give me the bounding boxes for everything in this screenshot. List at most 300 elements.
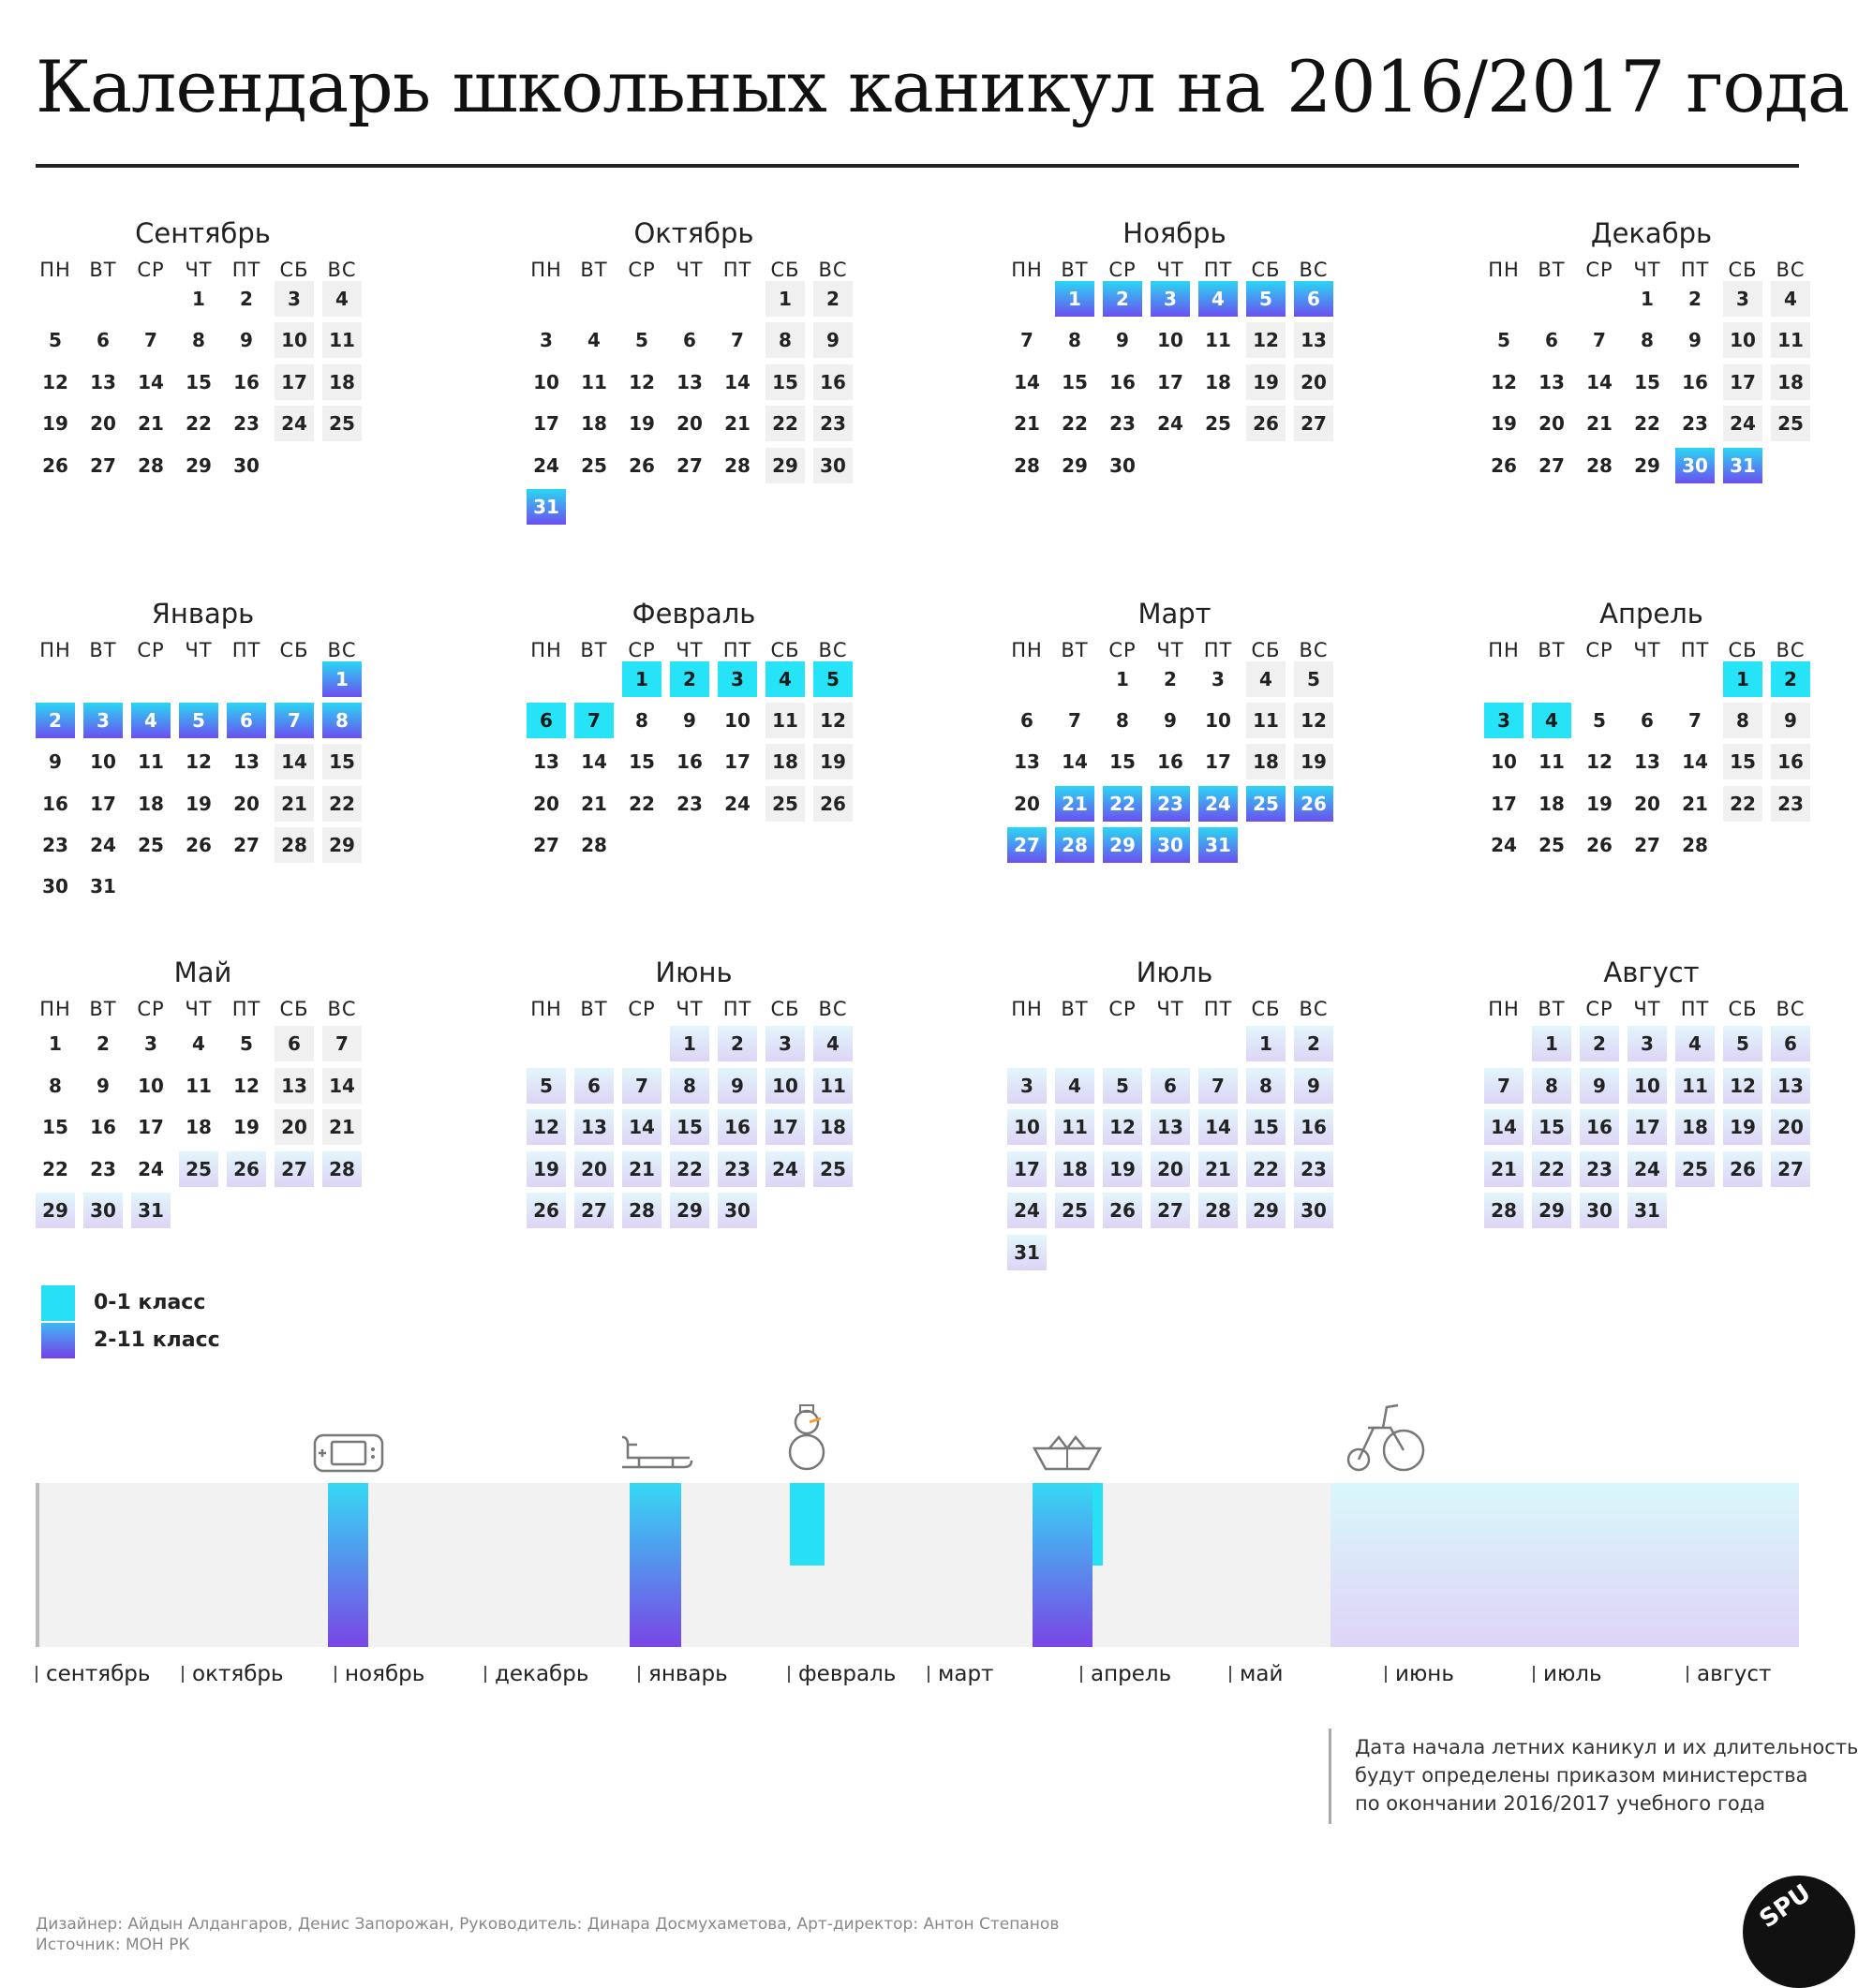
calendar-day: 27 [275,1151,314,1187]
calendar-day: 18 [1675,1109,1715,1145]
calendar-day: 2 [1164,668,1177,690]
calendar-day: 31 [1723,448,1762,483]
calendar-day: 18 [138,792,164,815]
month-name: Май [173,957,232,988]
legend-swatch-cyan [41,1285,75,1321]
weekday-header: СР [1108,259,1137,281]
calendar-day: 12 [1103,1109,1142,1145]
weekday-header: СР [1108,998,1137,1020]
timeline-label-10: июнь [1385,1662,1454,1686]
calendar-day: 24 [1628,1151,1667,1187]
calendar-day: 9 [683,709,696,733]
timeline-label-12: август [1687,1662,1771,1686]
calendar-day: 21 [1055,786,1094,822]
month-name: Ноябрь [1122,217,1226,249]
calendar-day: 29 [765,448,805,483]
calendar-day: 5 [1593,709,1606,733]
weekday-header: ПН [1488,998,1520,1020]
calendar-day: 12 [186,750,212,774]
weekday-header: ЧТ [1633,998,1661,1020]
calendar-day: 1 [49,1032,62,1055]
calendar-day: 21 [275,786,314,822]
calendar-day: 23 [1771,786,1810,822]
calendar-day: 24 [765,1151,805,1187]
calendar-day: 13 [574,1109,614,1145]
calendar-day: 27 [533,833,559,856]
month-2 [527,217,873,573]
calendar-day: 4 [1771,281,1810,317]
calendar-day: 21 [724,412,751,436]
calendar-day: 15 [42,1116,68,1139]
timeline-label-4: декабрь [484,1662,588,1686]
month-12 [1484,957,1831,1313]
weekday-header: ВТ [1061,259,1089,281]
weekday-header: ВС [1299,639,1329,661]
calendar-day: 24 [275,406,314,441]
calendar-day: 20 [1771,1109,1810,1145]
legend-label: 0-1 класс [94,1291,206,1314]
calendar-day: 14 [1682,750,1708,774]
calendar-day: 1 [1723,661,1762,697]
credits-authors: Дизайнер: Айдын Алдангаров, Денис Запорожан, Руководитель: Динара Досмухаметова, Арт-директор: Антон Степанов [36,1915,1060,1934]
calendar-day: 13 [533,750,559,774]
calendar-day: 10 [724,709,751,733]
calendar-day: 7 [275,703,314,738]
month-name: Июль [1136,957,1213,988]
calendar-day: 12 [1246,322,1286,358]
calendar-day: 8 [49,1074,62,1097]
calendar-day: 19 [1491,412,1517,436]
calendar-day: 22 [42,1157,68,1180]
calendar-day: 20 [275,1109,314,1145]
calendar-day: 27 [1538,453,1565,477]
calendar-day: 27 [233,833,260,856]
note-line: будут определены приказом министерства [1355,1764,1808,1787]
calendar-day: 11 [1205,329,1231,352]
calendar-day: 28 [322,1151,362,1187]
calendar-day: 18 [581,412,607,436]
calendar-day: 2 [1294,1026,1333,1061]
calendar-day: 28 [1198,1193,1238,1228]
calendar-day: 11 [138,750,164,774]
calendar-day: 8 [192,329,205,352]
calendar-day: 24 [1157,412,1183,436]
weekday-header: ПТ [1203,259,1233,281]
calendar-day: 2 [1688,288,1702,310]
calendar-day: 29 [1103,827,1142,863]
month-name: Февраль [632,598,756,630]
calendar-day: 17 [1007,1151,1047,1187]
calendar-day: 22 [670,1151,709,1187]
calendar-day: 13 [1294,322,1333,358]
calendar-day: 20 [533,792,559,815]
weekday-header: СБ [770,639,800,661]
calendar-day: 13 [90,370,116,393]
calendar-day: 30 [83,1193,123,1228]
calendar-day: 15 [1532,1109,1571,1145]
weekday-header: ВТ [580,259,608,281]
month-name: Апрель [1599,598,1703,630]
calendar-day: 21 [1014,412,1040,436]
timeline-label-11: июль [1533,1662,1602,1686]
calendar-day: 5 [1723,1026,1762,1061]
calendar-day: 23 [233,412,260,436]
calendar-day: 26 [1103,1193,1142,1228]
weekday-header: ВС [327,998,357,1020]
note-line: Дата начала летних каникул и их длительность [1355,1736,1858,1758]
calendar-day: 1 [322,661,362,697]
calendar-day: 25 [1675,1151,1715,1187]
weekday-header: ЧТ [1156,639,1184,661]
calendar-day: 28 [1055,827,1094,863]
timeline-label-9: май [1229,1662,1283,1686]
month-1 [36,217,382,573]
weekday-header: ВТ [1061,639,1089,661]
weekday-header: ПТ [231,259,261,281]
timeline-bar-autumn [328,1483,368,1647]
calendar-day: 27 [90,453,116,477]
paper-boat-icon [1033,1433,1102,1473]
weekday-header: ПТ [722,998,752,1020]
weekday-header: СБ [279,259,309,281]
calendar-day: 25 [1205,412,1231,436]
calendar-day: 2 [670,661,709,697]
timeline-label-2: октябрь [182,1662,284,1686]
calendar-day: 21 [1198,1151,1238,1187]
calendar-day: 3 [765,1026,805,1061]
calendar-day: 8 [1723,703,1762,738]
calendar-day: 2 [97,1032,110,1055]
calendar-day: 30 [1580,1193,1619,1228]
month-5 [36,598,382,954]
calendar-day: 17 [1723,364,1762,400]
weekday-header: ВТ [89,639,117,661]
calendar-day: 31 [527,489,566,525]
calendar-day: 14 [322,1068,362,1104]
calendar-day: 25 [1055,1193,1094,1228]
calendar-day: 11 [1246,703,1286,738]
calendar-day: 16 [718,1109,757,1145]
calendar-day: 15 [765,364,805,400]
weekday-header: ВС [327,639,357,661]
calendar-day: 21 [622,1151,661,1187]
weekday-header: ПН [1011,998,1043,1020]
calendar-day: 19 [1246,364,1286,400]
summer-note [1355,1733,1858,1817]
calendar-day: 15 [629,750,655,774]
game-console-icon [313,1433,384,1473]
weekday-header: СБ [1251,259,1281,281]
calendar-day: 27 [1634,833,1660,856]
calendar-day: 19 [1103,1151,1142,1187]
calendar-day: 15 [186,370,212,393]
note-divider [1329,1728,1331,1824]
calendar-day: 2 [36,703,75,738]
calendar-day: 13 [1538,370,1565,393]
timeline-bar-february [790,1483,825,1565]
weekday-header: ВС [1776,998,1806,1020]
calendar-day: 19 [233,1116,260,1139]
calendar-day: 30 [1675,448,1715,483]
calendar-day: 15 [1723,744,1762,779]
calendar-day: 19 [1723,1109,1762,1145]
calendar-day: 12 [1491,370,1517,393]
calendar-day: 14 [275,744,314,779]
calendar-day: 7 [1198,1068,1238,1104]
calendar-day: 2 [1103,281,1142,317]
calendar-day: 15 [670,1109,709,1145]
calendar-day: 10 [1205,709,1231,733]
calendar-day: 23 [676,792,703,815]
calendar-day: 3 [1007,1068,1047,1104]
weekday-header: ЧТ [1633,259,1661,281]
weekday-header: ВТ [580,998,608,1020]
calendar-day: 5 [1497,329,1510,352]
calendar-day: 22 [1634,412,1660,436]
calendar-day: 11 [186,1074,212,1097]
calendar-day: 2 [1580,1026,1619,1061]
calendar-day: 24 [533,453,559,477]
month-name: Январь [151,598,255,630]
calendar-day: 20 [574,1151,614,1187]
calendar-day: 1 [1641,288,1654,310]
calendar-day: 7 [731,329,744,352]
calendar-day: 22 [765,406,805,441]
calendar-day: 18 [1771,364,1810,400]
calendar-day: 9 [240,329,253,352]
timeline-label-8: апрель [1080,1662,1171,1686]
calendar-day: 28 [724,453,751,477]
calendar-day: 20 [676,412,703,436]
calendar-day: 3 [540,329,553,352]
weekday-header: ПТ [1680,998,1710,1020]
credits [36,1914,1059,1955]
calendar-day: 6 [527,703,566,738]
calendar-day: 31 [1198,827,1238,863]
month-9 [36,957,382,1313]
calendar-day: 9 [1688,329,1702,352]
calendar-day: 14 [581,750,607,774]
calendar-day: 26 [1586,833,1613,856]
calendar-day: 7 [144,329,157,352]
calendar-day: 27 [1007,827,1047,863]
calendar-day: 29 [36,1193,75,1228]
weekday-header: ВТ [1061,998,1089,1020]
calendar-day: 8 [1532,1068,1571,1104]
calendar-day: 28 [275,827,314,863]
calendar-day: 13 [1151,1109,1190,1145]
calendar-day: 7 [622,1068,661,1104]
calendar-day: 11 [322,322,362,358]
calendar-day: 17 [275,364,314,400]
calendar-day: 3 [1211,668,1225,690]
calendar-day: 2 [718,1026,757,1061]
weekday-header: ВТ [1538,259,1566,281]
calendar-day: 31 [131,1193,171,1228]
calendar-day: 24 [1198,786,1238,822]
weekday-header: ПН [39,639,71,661]
calendar-day: 28 [622,1193,661,1228]
calendar-day: 24 [724,792,751,815]
weekday-header: ВС [818,639,848,661]
calendar-day: 30 [42,875,68,898]
month-name: Октябрь [633,217,754,249]
calendar-day: 17 [1205,750,1231,774]
weekday-header: СР [137,259,165,281]
weekday-header: ПТ [1203,998,1233,1020]
weekday-header: СБ [770,998,800,1020]
calendar-day: 5 [635,329,648,352]
calendar-day: 3 [1723,281,1762,317]
calendar-day: 14 [1014,370,1040,393]
legend-label: 2-11 класс [94,1328,220,1352]
calendar-day: 25 [581,453,607,477]
calendar-day: 19 [813,744,853,779]
calendar-day: 10 [1491,750,1517,774]
calendar-day: 6 [1151,1068,1190,1104]
weekday-header: ПТ [1680,259,1710,281]
weekday-header: ВС [1299,259,1329,281]
calendar-day: 17 [1628,1109,1667,1145]
weekday-header: ПН [1011,639,1043,661]
weekday-header: ВТ [1538,998,1566,1020]
calendar-day: 11 [581,370,607,393]
calendar-day: 9 [1164,709,1177,733]
weekday-header: ВТ [580,639,608,661]
calendar-day: 1 [622,661,661,697]
calendar-day: 16 [1580,1109,1619,1145]
calendar-day: 18 [186,1116,212,1139]
calendar-day: 8 [1246,1068,1286,1104]
calendar-day: 6 [1641,709,1654,733]
calendar-day: 24 [138,1157,164,1180]
calendar-day: 13 [233,750,260,774]
month-name: Март [1137,598,1211,630]
calendar-day: 27 [1771,1151,1810,1187]
legend-swatch-purple [41,1323,75,1358]
calendar-day: 10 [765,1068,805,1104]
weekday-header: СР [137,639,165,661]
weekday-header: ПН [1488,259,1520,281]
calendar-day: 22 [1062,412,1088,436]
calendar-day: 5 [527,1068,566,1104]
calendar-day: 11 [765,703,805,738]
calendar-day: 22 [322,786,362,822]
calendar-day: 13 [275,1068,314,1104]
calendar-day: 4 [1532,703,1571,738]
calendar-day: 23 [1682,412,1708,436]
calendar-day: 5 [49,329,62,352]
calendar-day: 25 [1246,786,1286,822]
calendar-day: 4 [1198,281,1238,317]
calendar-day: 10 [138,1074,164,1097]
calendar-day: 14 [1586,370,1613,393]
weekday-header: ВТ [89,998,117,1020]
weekday-header: СБ [1728,998,1758,1020]
calendar-day: 16 [42,792,68,815]
weekday-header: ПН [530,259,562,281]
weekday-header: ВС [1776,259,1806,281]
calendar-day: 26 [227,1151,266,1187]
calendar-day: 20 [1634,792,1660,815]
calendar-day: 1 [192,288,205,310]
calendar-day: 20 [1294,364,1333,400]
weekday-header: ЧТ [185,639,213,661]
calendar-day: 22 [629,792,655,815]
calendar-day: 9 [1771,703,1810,738]
calendar-day: 20 [1538,412,1565,436]
calendar-day: 29 [1062,453,1088,477]
weekday-header: СБ [1728,639,1758,661]
calendar-day: 24 [90,833,116,856]
weekday-header: СР [628,259,656,281]
calendar-day: 5 [1294,661,1333,697]
calendar-day: 3 [1484,703,1524,738]
timeline-bar-winter [630,1483,681,1647]
calendar-day: 5 [1246,281,1286,317]
calendar-day: 18 [1055,1151,1094,1187]
calendar-day: 24 [1007,1193,1047,1228]
calendar-day: 25 [765,786,805,822]
calendar-day: 14 [138,370,164,393]
weekday-header: СР [1108,639,1137,661]
calendar-day: 20 [233,792,260,815]
calendar-day: 4 [192,1032,205,1055]
calendar-day: 30 [718,1193,757,1228]
calendar-day: 6 [1294,281,1333,317]
weekday-header: ПТ [1680,639,1710,661]
calendar-day: 23 [718,1151,757,1187]
title-divider [36,164,1799,168]
weekday-header: ЧТ [676,639,704,661]
month-name: Август [1603,957,1700,988]
calendar-day: 2 [813,281,853,317]
weekday-header: ВС [818,259,848,281]
calendar-day: 15 [1109,750,1136,774]
calendar-day: 2 [240,288,253,310]
calendar-day: 7 [574,703,614,738]
calendar-day: 11 [1675,1068,1715,1104]
month-10 [527,957,873,1313]
calendar-day: 30 [1294,1193,1333,1228]
calendar-day: 17 [138,1116,164,1139]
calendar-day: 23 [1109,412,1136,436]
calendar-day: 16 [813,364,853,400]
weekday-header: ВС [1776,639,1806,661]
calendar-day: 16 [90,1116,116,1139]
calendar-day: 27 [574,1193,614,1228]
calendar-day: 22 [1723,786,1762,822]
weekday-header: ПН [1488,639,1520,661]
weekday-header: СБ [279,998,309,1020]
calendar-day: 6 [1545,329,1558,352]
weekday-header: ПТ [1203,639,1233,661]
calendar-day: 6 [97,329,110,352]
calendar-day: 21 [581,792,607,815]
weekday-header: СР [628,998,656,1020]
calendar-day: 18 [1246,744,1286,779]
calendar-day: 17 [724,750,751,774]
calendar-day: 8 [1116,709,1129,733]
weekday-header: ВТ [89,259,117,281]
calendar-day: 4 [587,329,601,352]
calendar-day: 14 [1484,1109,1524,1145]
calendar-day: 21 [1586,412,1613,436]
calendar-day: 26 [1723,1151,1762,1187]
calendar-day: 31 [90,875,116,898]
calendar-day: 19 [527,1151,566,1187]
calendar-day: 22 [1532,1151,1571,1187]
